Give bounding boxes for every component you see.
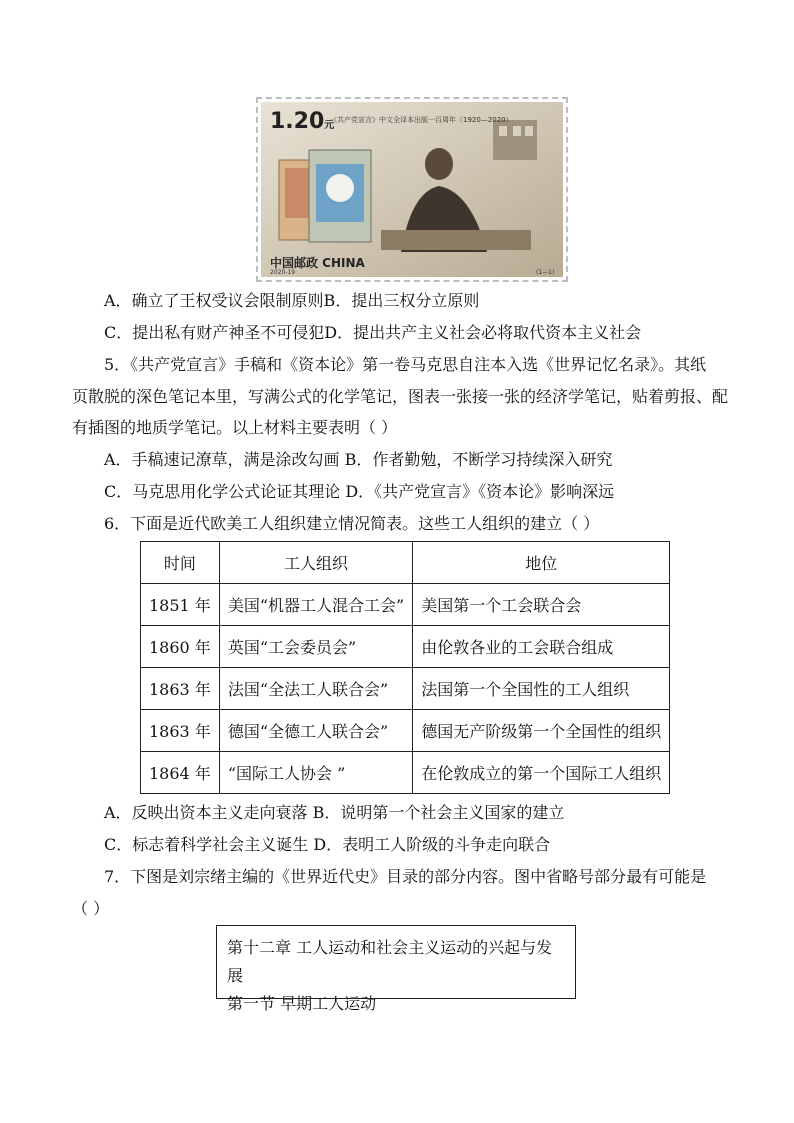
header-time: 时间 bbox=[141, 542, 220, 584]
cell-status: 美国第一个工会联合会 bbox=[413, 584, 670, 626]
cell-organization: “国际工人协会 ” bbox=[219, 752, 412, 794]
table-of-contents-box bbox=[216, 925, 576, 1013]
q5-options-line2: C．马克思用化学公式论证其理论 D．《共产党宣言》《资本论》影响深远 bbox=[104, 482, 615, 501]
stamp-image bbox=[256, 97, 568, 282]
cell-time: 1851 年 bbox=[141, 584, 220, 626]
header-organization: 工人组织 bbox=[219, 542, 412, 584]
cell-organization: 英国“工会委员会” bbox=[219, 626, 412, 668]
stamp-country: 中国邮政 CHINA bbox=[270, 256, 365, 270]
q6-stem: 6．下面是近代欧美工人组织建立情况简表。这些工人组织的建立（ ） bbox=[104, 514, 600, 533]
table-row bbox=[141, 752, 670, 794]
q5-stem-line2: 页散脱的深色笔记本里，写满公式的化学笔记，图表一张接一张的经济学笔记，贴着剪报、配 bbox=[72, 387, 729, 406]
cell-time: 1863 年 bbox=[141, 710, 220, 752]
q6-options-line2: C．标志着科学社会主义诞生 D．表明工人阶级的斗争走向联合 bbox=[104, 835, 551, 854]
q4-options-line2: C．提出私有财产神圣不可侵犯D．提出共产主义社会必将取代资本主义社会 bbox=[104, 323, 642, 342]
q5-stem-line3: 有插图的地质学笔记。以上材料主要表明（ ） bbox=[72, 418, 398, 437]
stamp-denomination: 1.20元 bbox=[270, 109, 335, 134]
q7-stem-line2: （ ） bbox=[72, 899, 110, 918]
q4-options-line1: A．确立了王权受议会限制原则B．提出三权分立原则 bbox=[104, 291, 480, 310]
table-row bbox=[141, 626, 670, 668]
table-row bbox=[141, 668, 670, 710]
stamp-seq: (1—1) bbox=[536, 269, 555, 276]
labor-organizations-table bbox=[140, 541, 670, 794]
cell-time: 1864 年 bbox=[141, 752, 220, 794]
table-row bbox=[141, 584, 670, 626]
cell-status: 德国无产阶级第一个全国性的组织 bbox=[413, 710, 670, 752]
header-status: 地位 bbox=[413, 542, 670, 584]
q5-options-line1: A．手稿速记潦草，满是涂改勾画 B．作者勤勉，不断学习持续深入研究 bbox=[104, 450, 613, 469]
cell-organization: 美国“机器工人混合工会” bbox=[219, 584, 412, 626]
table-row bbox=[141, 710, 670, 752]
cell-status: 在伦敦成立的第一个国际工人组织 bbox=[413, 752, 670, 794]
cell-organization: 法国“全法工人联合会” bbox=[219, 668, 412, 710]
q5-stem-line1: 5．《共产党宣言》手稿和《资本论》第一卷马克思自注本入选《世界记忆名录》。其纸 bbox=[104, 355, 707, 374]
cell-time: 1860 年 bbox=[141, 626, 220, 668]
cell-organization: 德国“全德工人联合会” bbox=[219, 710, 412, 752]
table-header-row bbox=[141, 542, 670, 584]
stamp-code: 2020-19 bbox=[270, 269, 296, 276]
cell-time: 1863 年 bbox=[141, 668, 220, 710]
toc-section: 第一节 早期工人运动 bbox=[227, 994, 377, 1013]
toc-chapter: 第十二章 工人运动和社会主义运动的兴起与发展 bbox=[227, 938, 553, 985]
q6-options-line1: A．反映出资本主义走向衰落 B．说明第一个社会主义国家的建立 bbox=[104, 803, 565, 822]
stamp-caption: 《共产党宣言》中文全译本出版一百周年（1920—2020） bbox=[330, 116, 513, 124]
q7-stem-line1: 7．下图是刘宗绪主编的《世界近代史》目录的部分内容。图中省略号部分最有可能是 bbox=[104, 867, 707, 886]
cell-status: 法国第一个全国性的工人组织 bbox=[413, 668, 670, 710]
cell-status: 由伦敦各业的工会联合组成 bbox=[413, 626, 670, 668]
